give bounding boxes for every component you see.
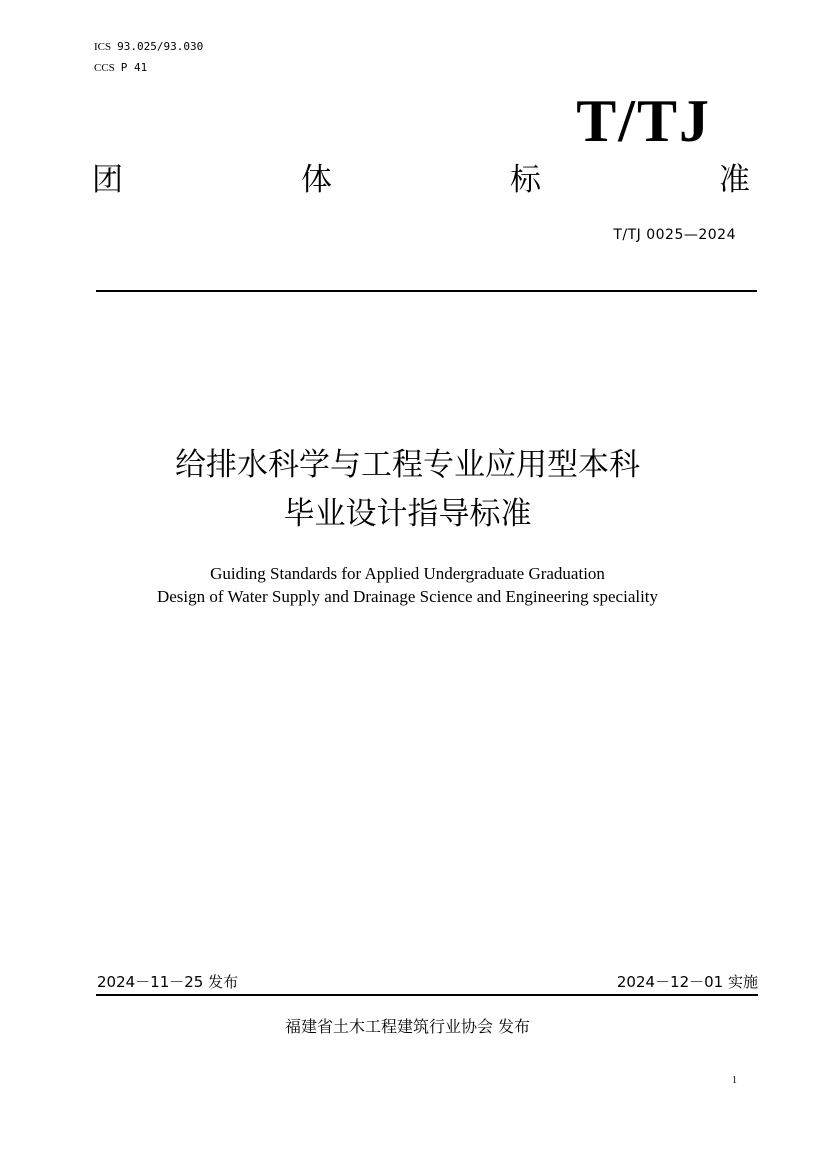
standard-number: T/TJ 0025—2024 <box>613 227 736 243</box>
ccs-label: CCS <box>94 62 115 74</box>
title-en-line1: Guiding Standards for Applied Undergraduate Graduation <box>210 564 605 583</box>
standard-type-heading <box>92 160 750 200</box>
ics-label: ICS <box>94 41 112 53</box>
organization-logo: T/TJ <box>576 88 711 154</box>
standard-type-char: 准 <box>719 162 750 198</box>
title-cn-line1: 给排水科学与工程专业应用型本科 <box>175 447 640 483</box>
ccs-code <box>94 61 147 75</box>
ics-value: 93.025/93.030 <box>117 40 204 53</box>
standard-type-char: 团 <box>92 162 123 198</box>
title-cn-line2: 毕业设计指导标准 <box>283 496 532 532</box>
title-en-line2: Design of Water Supply and Drainage Science and Engineering speciality <box>156 587 659 606</box>
issue-date: 2024－11－25 发布 <box>97 973 239 991</box>
standard-type-char: 体 <box>301 162 332 198</box>
standard-type-char: 标 <box>510 162 541 198</box>
bottom-divider <box>96 994 758 996</box>
publisher: 福建省土木工程建筑行业协会 发布 <box>284 1017 531 1036</box>
ccs-value: P 41 <box>120 61 148 74</box>
ics-code <box>94 40 203 54</box>
top-divider <box>96 290 757 292</box>
implementation-date: 2024－12－01 实施 <box>616 973 758 991</box>
page-number: 1 <box>732 1075 737 1086</box>
